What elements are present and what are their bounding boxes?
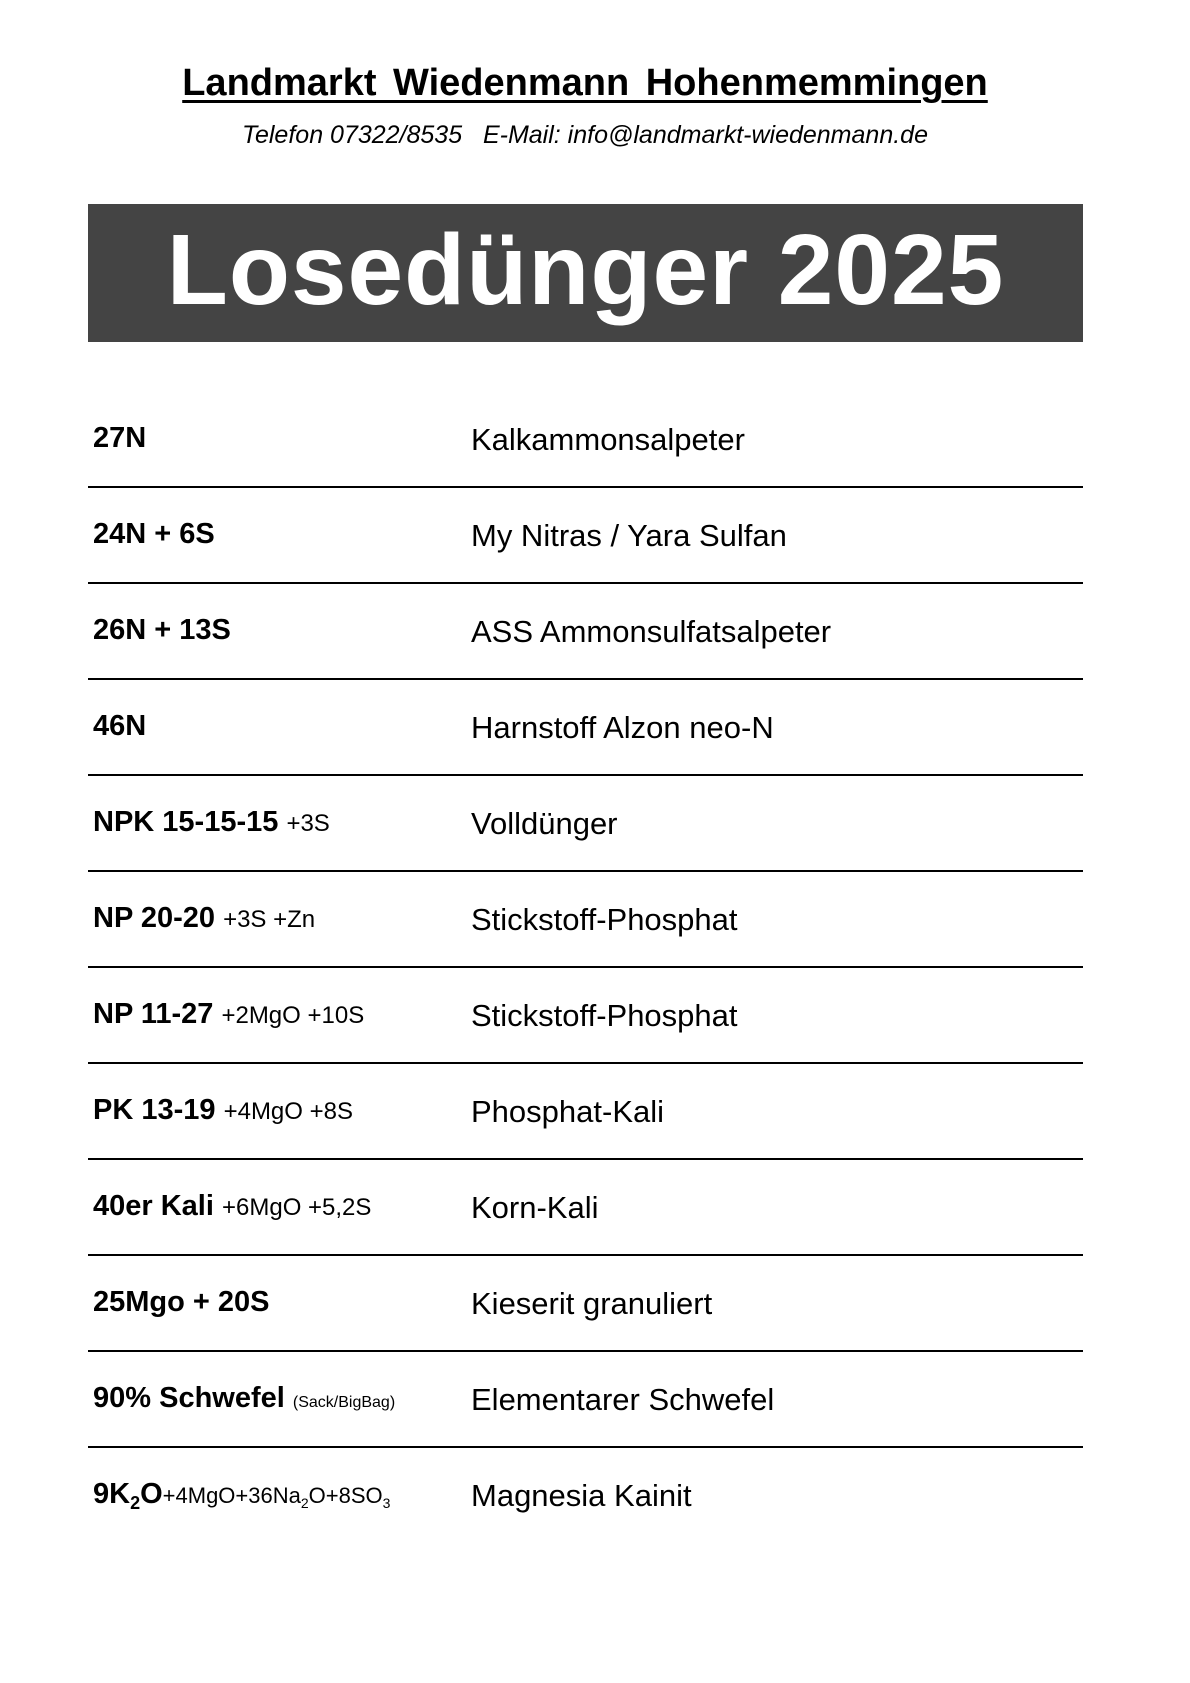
product-name: Kalkammonsalpeter: [471, 422, 745, 457]
table-row: [88, 1448, 1083, 1544]
contact-info: Telefon 07322/8535 E-Mail: info@landmarkt-wiedenmann.de: [242, 121, 928, 149]
product-code: 90% Schwefel (Sack/BigBag): [93, 1382, 396, 1414]
product-name: Stickstoff-Phosphat: [471, 902, 738, 937]
table-row: [88, 488, 1083, 584]
product-code: PK 13-19 +4MgO +8S: [93, 1094, 353, 1126]
product-extra: +3S +Zn: [223, 906, 316, 933]
product-name: Magnesia Kainit: [471, 1478, 692, 1513]
page-title: Losedünger 2025: [166, 214, 1005, 326]
table-row: [88, 1064, 1083, 1160]
product-name: Stickstoff-Phosphat: [471, 998, 738, 1033]
title-banner: [88, 204, 1083, 342]
product-code: 46N: [93, 710, 147, 742]
table-row: [88, 968, 1083, 1064]
product-formula: $9K_2O+4MgO+36Na_2O+8SO_3$: [93, 1478, 391, 1513]
table-row: [88, 776, 1083, 872]
product-name: Kieserit granuliert: [471, 1286, 713, 1321]
product-name: ASS Ammonsulfatsalpeter: [471, 614, 832, 649]
product-table: [88, 392, 1083, 1544]
product-extra: +3S: [286, 810, 330, 837]
product-code: NP 11-27 +2MgO +10S: [93, 998, 365, 1030]
product-extra: +4MgO +8S: [223, 1098, 353, 1125]
product-code: 27N: [93, 422, 147, 454]
product-note: (Sack/BigBag): [292, 1394, 396, 1411]
table-row: [88, 392, 1083, 488]
product-code: 26N + 13S: [93, 614, 231, 646]
product-code: NPK 15-15-15 +3S: [93, 806, 330, 838]
table-row: [88, 1256, 1083, 1352]
company-name: Landmarkt Wiedenmann Hohenmemmingen: [182, 62, 988, 104]
product-name: Volldünger: [471, 806, 618, 841]
product-code: 25Mgo + 20S: [93, 1286, 270, 1318]
product-extra: +2MgO +10S: [221, 1002, 365, 1029]
product-name: Phosphat-Kali: [471, 1094, 665, 1129]
product-code: 40er Kali +6MgO +5,2S: [93, 1190, 372, 1222]
table-row: [88, 1160, 1083, 1256]
product-extra: +6MgO +5,2S: [221, 1194, 372, 1221]
product-name: My Nitras / Yara Sulfan: [471, 518, 787, 553]
table-row: [88, 584, 1083, 680]
table-row: [88, 872, 1083, 968]
table-row: [88, 680, 1083, 776]
product-name: Korn-Kali: [471, 1190, 599, 1225]
product-name: Elementarer Schwefel: [471, 1382, 775, 1417]
product-name: Harnstoff Alzon neo-N: [471, 710, 774, 745]
product-code: 24N + 6S: [93, 518, 215, 550]
product-code: NP 20-20 +3S +Zn: [93, 902, 316, 934]
table-row: [88, 1352, 1083, 1448]
